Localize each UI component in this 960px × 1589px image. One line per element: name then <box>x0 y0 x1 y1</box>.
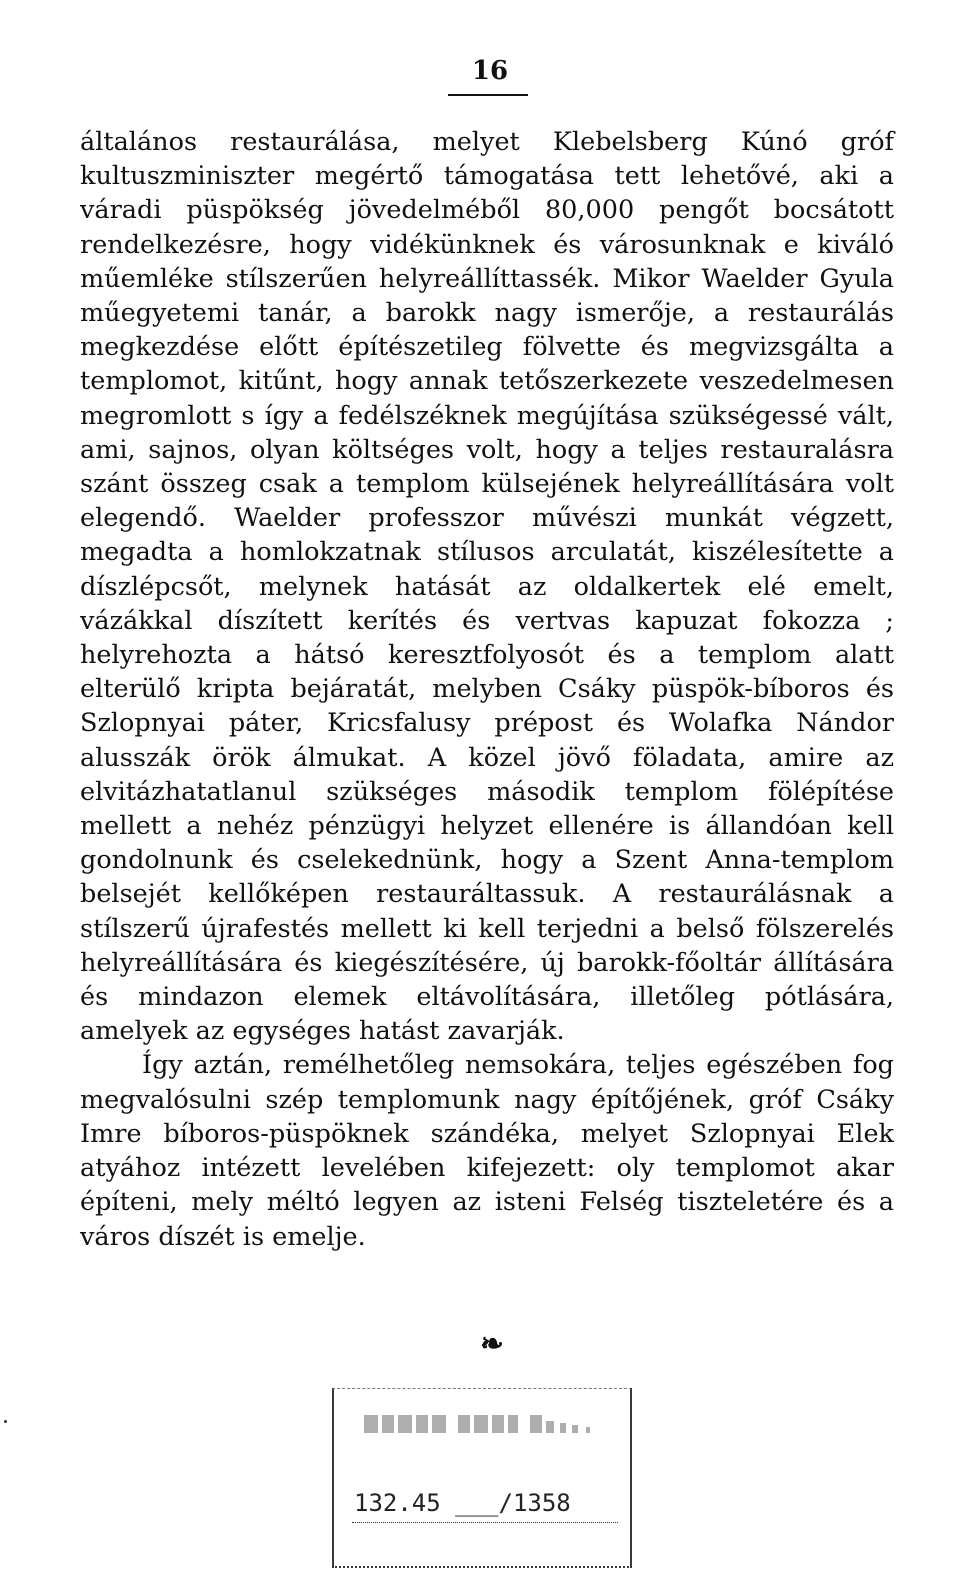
stamp-dotted-line <box>352 1521 618 1523</box>
paragraph-2: Így aztán, remélhetőleg nemsokára, teljes egészében fog megvalósulni szép templomunk nagy építőjének, gróf Csáky Imre bíboros-püspöknek szándéka, melyet Szlopnyai Elek atyához intézett levelében kifejezett: oly templomot akar építeni, mely méltó legyen az isteni Felség tiszteletére és a város díszét is emelje. <box>80 1050 894 1252</box>
page-number: 16 <box>471 56 509 86</box>
stamp-title-faded <box>364 1411 614 1437</box>
scan-speck <box>4 1420 7 1423</box>
page-number-underline <box>448 94 528 96</box>
faded-stamp-lettering-icon <box>364 1411 614 1437</box>
library-stamp <box>332 1388 632 1568</box>
stamp-handwritten-number: 132.45 ___/1358 <box>354 1489 571 1517</box>
closing-ornament-icon: ❧ <box>480 1327 504 1360</box>
document-body <box>80 125 894 1254</box>
paragraph-1: általános restaurálása, melyet Klebelsberg Kúnó gróf kultuszminiszter megértő támogatása tett lehetővé, aki a váradi püspökség jövedelméből 80,000 pengőt bocsátott rendelkezésre, hogy vidékünknek és városunknak e kiváló műemléke stílszerűen helyreállíttassék. Mikor Waelder Gyula műegyetemi tanár, a barokk nagy ismerője, a restaurálás megkezdése előtt építészetileg fölvette és megvizsgálta a templomot, kitűnt, hogy annak tetőszerkezete veszedelmesen megromlott s így a fedélszéknek megújítása szükségessé vált, ami, sajnos, olyan költséges volt, hogy a teljes restauralásra szánt összeg csak a templom külsejének helyreállítására volt elegendő. Waelder professzor művészi munkát végzett, megadta a homlokzatnak stílusos arculatát, kiszélesítette a díszlépcsőt, melynek hatását az oldalkertek elé emelt, vázákkal díszített kerítés és vertvas kapuzat fokozza ; helyrehozta a hátsó keresztfolyosót és a templom alatt elterülő kripta bejáratát, melyben Csáky püspök-bíboros és Szlopnyai páter, Kricsfalusy prépost és Wolafka Nándor alusszák örök álmukat. A közel jövő föladata, amire az elvitázhatatlanul szükséges második templom fölépítése mellett a nehéz pénzügyi helyzet ellenére is állandóan kell gondolnunk és cselekednünk, hogy a Szent Anna-templom belsejét kellőképen restauráltassuk. A restaurálásnak a stílszerű újrafestés mellett ki kell terjedni a belső fölszerelés helyreállítására és kiegészítésére, új barokk-főoltár állítására és mindazon elemek eltávolítására, illetőleg pótlására, amelyek az egységes hatást zavarják. <box>80 127 894 1047</box>
